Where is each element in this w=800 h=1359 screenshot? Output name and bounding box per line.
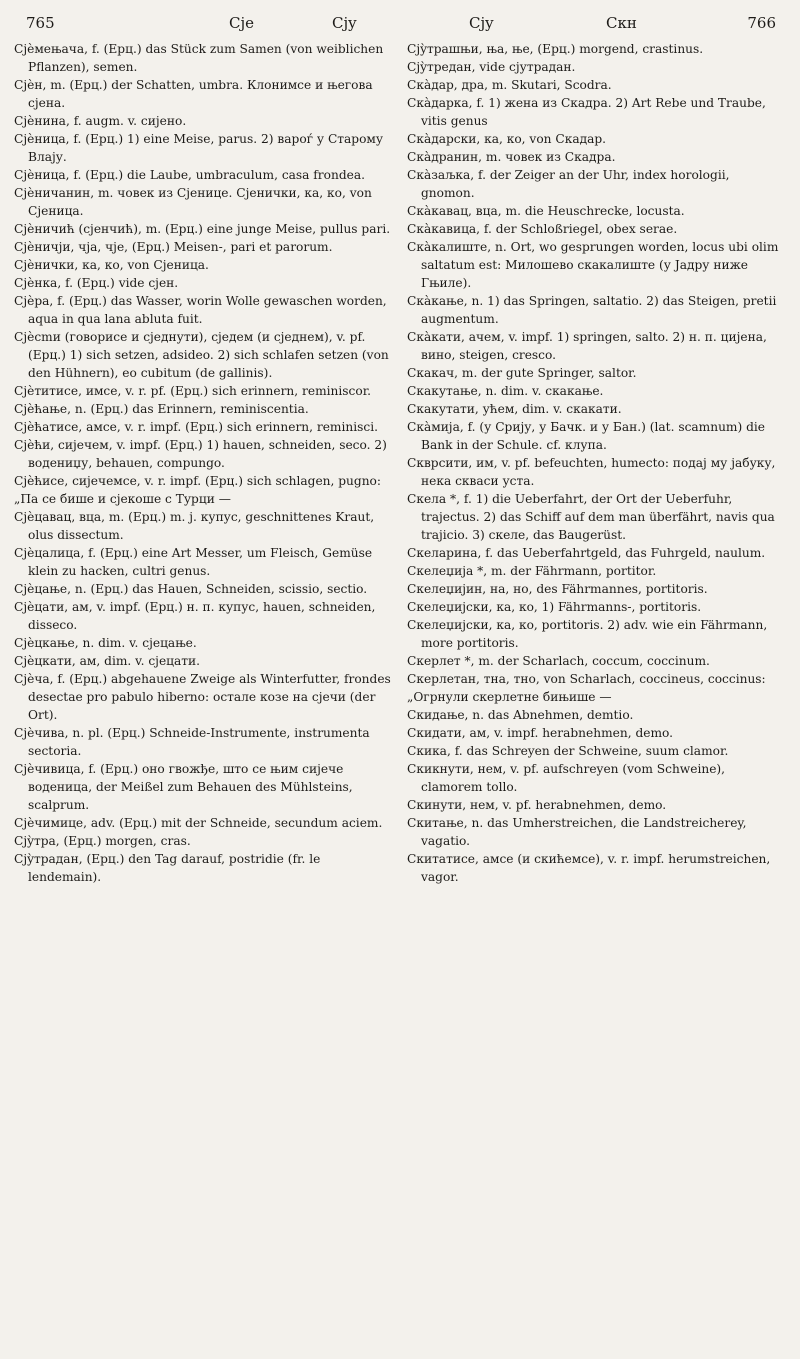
dictionary-entry: Скелеџијин, на, но, des Fährmannes, portitoris. — [407, 582, 708, 596]
dictionary-entry: Cjèнички, ка, ко, von Сјеница. — [14, 258, 209, 272]
right-column — [407, 40, 784, 886]
dictionary-entry: „Па се бише и сјекоше с Турци — — [14, 492, 231, 506]
dictionary-entry: Скидање, n. das Abnehmen, demtio. — [407, 708, 634, 722]
dictionary-entry: Cjècmи (говорисе и сједнути), сједем (и сједнем), v. pf. (Ерц.) 1) sich setzen, adsideo. 2) sich schlafen setzen (von den Hühnern), eo cubitum (de gallinis). — [14, 330, 389, 380]
dictionary-entry: Cjèничанин, m. човек из Сјенице. Сјенички, ка, ко, von Сјеница. — [14, 186, 372, 218]
dictionary-entry: Скерлетан, тна, тно, von Scharlach, coccineus, coccinus: — [407, 672, 766, 686]
dictionary-entry: Cjèчимице, adv. (Ерц.) mit der Schneide, secundum aciem. — [14, 816, 383, 830]
dictionary-entry: Скакутање, n. dim. v. скакање. — [407, 384, 604, 398]
dictionary-entry: Скидати, ам, v. impf. herabnehmen, demo. — [407, 726, 674, 740]
dictionary-entry: Скика, f. das Schreyen der Schweine, suum clamor. — [407, 744, 729, 758]
dictionary-entry: Скàкати, ачем, v. impf. 1) springen, salto. 2) н. п. цијена, вино, steigen, cresco. — [407, 330, 767, 362]
dictionary-entry: Cjèцалица, f. (Ерц.) eine Art Messer, um Fleisch, Gemüse klein zu hacken, cultri genus. — [14, 546, 373, 578]
dictionary-entry: Cjèнина, f. augm. v. сијено. — [14, 114, 187, 128]
dictionary-entry: Cjèница, f. (Ерц.) 1) eine Meise, parus. 2) вароѓ у Старому Влају. — [14, 132, 384, 164]
guide-word-right-1: Cjy — [469, 14, 494, 32]
dictionary-entry: Скакутати, ућем, dim. v. скакати. — [407, 402, 622, 416]
dictionary-entry: Cjèра, f. (Ерц.) das Wasser, worin Wolle gewaschen worden, aqua in qua lana abluta fuit. — [14, 294, 387, 326]
dictionary-entry: Cjèмењача, f. (Ерц.) das Stück zum Samen (von weiblichen Pflanzen), semen. — [14, 42, 384, 74]
dictionary-entry: Cjèћисе, сијечемсе, v. r. impf. (Ерц.) sich schlagen, pugno: — [14, 474, 381, 488]
dictionary-entry: Скàдарка, f. 1) жена из Скадра. 2) Art Rebe und Traube, vitis genus — [407, 96, 766, 128]
dictionary-entry: Cjèча, f. (Ерц.) abgehauene Zweige als Winterfutter, frondes desectae pro pabulo hiberno: остале козе на сјечи (der Ort). — [14, 672, 391, 722]
dictionary-entry: Скитање, n. das Umherstreichen, die Landstreicherey, vagatio. — [407, 816, 747, 848]
dictionary-entry: Cjèничји, чја, чје, (Ерц.) Meisen-, pari et parorum. — [14, 240, 333, 254]
dictionary-entry: Скелеџијски, ка, ко, 1) Fährmanns-, portitoris. — [407, 600, 702, 614]
dictionary-entry: Cjèцање, n. (Ерц.) das Hauen, Schneiden, scissio, sectio. — [14, 582, 368, 596]
dictionary-entry: Cjèћатисе, амсе, v. r. impf. (Ерц.) sich erinnern, reminisci. — [14, 420, 378, 434]
dictionary-entry: Скелеџијски, ка, ко, portitoris. 2) adv. wie ein Fährmann, more portitoris. — [407, 618, 768, 650]
dictionary-entry: Скинути, нем, v. pf. herabnehmen, demo. — [407, 798, 667, 812]
dictionary-entry: Скàдарски, ка, ко, von Скадар. — [407, 132, 607, 146]
dictionary-entry: Скàмија, f. (у Срију, у Бачк. и у Бан.) (lat. scamnum) die Bank in der Schule. cf. клупа. — [407, 420, 766, 452]
dictionary-entry: Cjèчивица, f. (Ерц.) оно гвожђе, што се њим сијече воденица, der Meißel zum Behauen des Mühlsteins, scalprum. — [14, 762, 353, 812]
dictionary-entry: Скàкавац, вца, m. die Heuschrecke, locusta. — [407, 204, 685, 218]
dictionary-entry: Cjèцкање, n. dim. v. сјецање. — [14, 636, 197, 650]
dictionary-entry: Скикнути, нем, v. pf. aufschreyen (vom Schweine), clamorem tollo. — [407, 762, 726, 794]
dictionary-entry: Cjỳтредан, vide сјутрадан. — [407, 60, 576, 74]
dictionary-entry: Скврсити, им, v. pf. befeuchten, humecto: подај му јабуку, нека скваси уста. — [407, 456, 776, 488]
guide-word-right-2: Скн — [606, 14, 637, 32]
dictionary-entry: Скàдар, дра, m. Skutari, Scodra. — [407, 78, 612, 92]
dictionary-entry: Cjỳтра, (Ерц.) morgen, cras. — [14, 834, 191, 848]
dictionary-entry: Скàкавица, f. der Schloßriegel, obex serae. — [407, 222, 678, 236]
guide-word-left-1: Cje — [229, 14, 255, 32]
dictionary-entry: Скела *, f. 1) die Ueberfahrt, der Ort der Ueberfuhr, trajectus. 2) das Schiff auf dem man überfährt, navis qua trajicio. 3) скеле, das Baugerüst. — [407, 492, 775, 542]
dictionary-entry: Cjèћи, сијечем, v. impf. (Ерц.) 1) hauen, schneiden, seco. 2) водениџу, behauen, compungo. — [14, 438, 387, 470]
dictionary-entry: Cjèцавац, вца, m. (Ерц.) m. j. купус, geschnittenes Kraut, olus dissectum. — [14, 510, 375, 542]
dictionary-entry: Cjèцкати, ам, dim. v. сјецати. — [14, 654, 200, 668]
left-column — [14, 40, 391, 886]
dictionary-entry: Cjỳтрашњи, ња, ње, (Ерц.) morgend, crastinus. — [407, 42, 704, 56]
dictionary-entry: Скелеџија *, m. der Fährmann, portitor. — [407, 564, 657, 578]
dictionary-entry: Скàдранин, m. човек из Скадра. — [407, 150, 616, 164]
dictionary-entry: Cjèнка, f. (Ерц.) vide сјен. — [14, 276, 179, 290]
dictionary-entry: Скакач, m. der gute Springer, saltor. — [407, 366, 637, 380]
dictionary-entry: Скàзаљка, f. der Zeiger an der Uhr, index horologii, gnomon. — [407, 168, 730, 200]
dictionary-entry: Скеларина, f. das Ueberfahrtgeld, das Fuhrgeld, naulum. — [407, 546, 766, 560]
columns — [14, 40, 786, 886]
dictionary-entry: Cjèчива, n. pl. (Ерц.) Schneide-Instrumente, instrumenta sectoria. — [14, 726, 370, 758]
dictionary-entry: Cjèцати, ам, v. impf. (Ерц.) н. п. купус, hauen, schneiden, disseco. — [14, 600, 376, 632]
dictionary-entry: Cjèтитисе, имсе, v. r. pf. (Ерц.) sich erinnern, reminiscor. — [14, 384, 372, 398]
dictionary-entry: Cjèћање, n. (Ерц.) das Erinnern, reminiscentia. — [14, 402, 309, 416]
page-header — [14, 10, 786, 40]
dictionary-entry: Скàкање, n. 1) das Springen, saltatio. 2) das Steigen, pretii augmentum. — [407, 294, 777, 326]
dictionary-entry: Cjèничић (сјенчић), m. (Ерц.) eine junge Meise, pullus pari. — [14, 222, 391, 236]
dictionary-entry: Скитатисе, амсе (и скићемсе), v. r. impf. herumstreichen, vagor. — [407, 852, 771, 884]
page-number-right: 766 — [747, 14, 776, 32]
dictionary-entry: Cjèница, f. (Ерц.) die Laube, umbraculum, casa frondea. — [14, 168, 365, 182]
dictionary-entry: Cjèн, m. (Ерц.) der Schatten, umbra. Клонимсе и његова сјена. — [14, 78, 373, 110]
dictionary-entry: „Огрнули скерлетне бињише — — [407, 690, 612, 704]
page-number-left: 765 — [26, 14, 55, 32]
dictionary-entry: Cjỳтрадан, (Ерц.) den Tag darauf, postridie (fr. le lendemain). — [14, 852, 321, 884]
dictionary-entry: Скàкалиште, n. Ort, wo gesprungen worden, locus ubi olim saltatum est: Милошево скакалиште (у Јадру ниже Гњиле). — [407, 240, 779, 290]
guide-word-left-2: Cjy — [332, 14, 357, 32]
dictionary-entry: Скерлет *, m. der Scharlach, coccum, coccinum. — [407, 654, 710, 668]
